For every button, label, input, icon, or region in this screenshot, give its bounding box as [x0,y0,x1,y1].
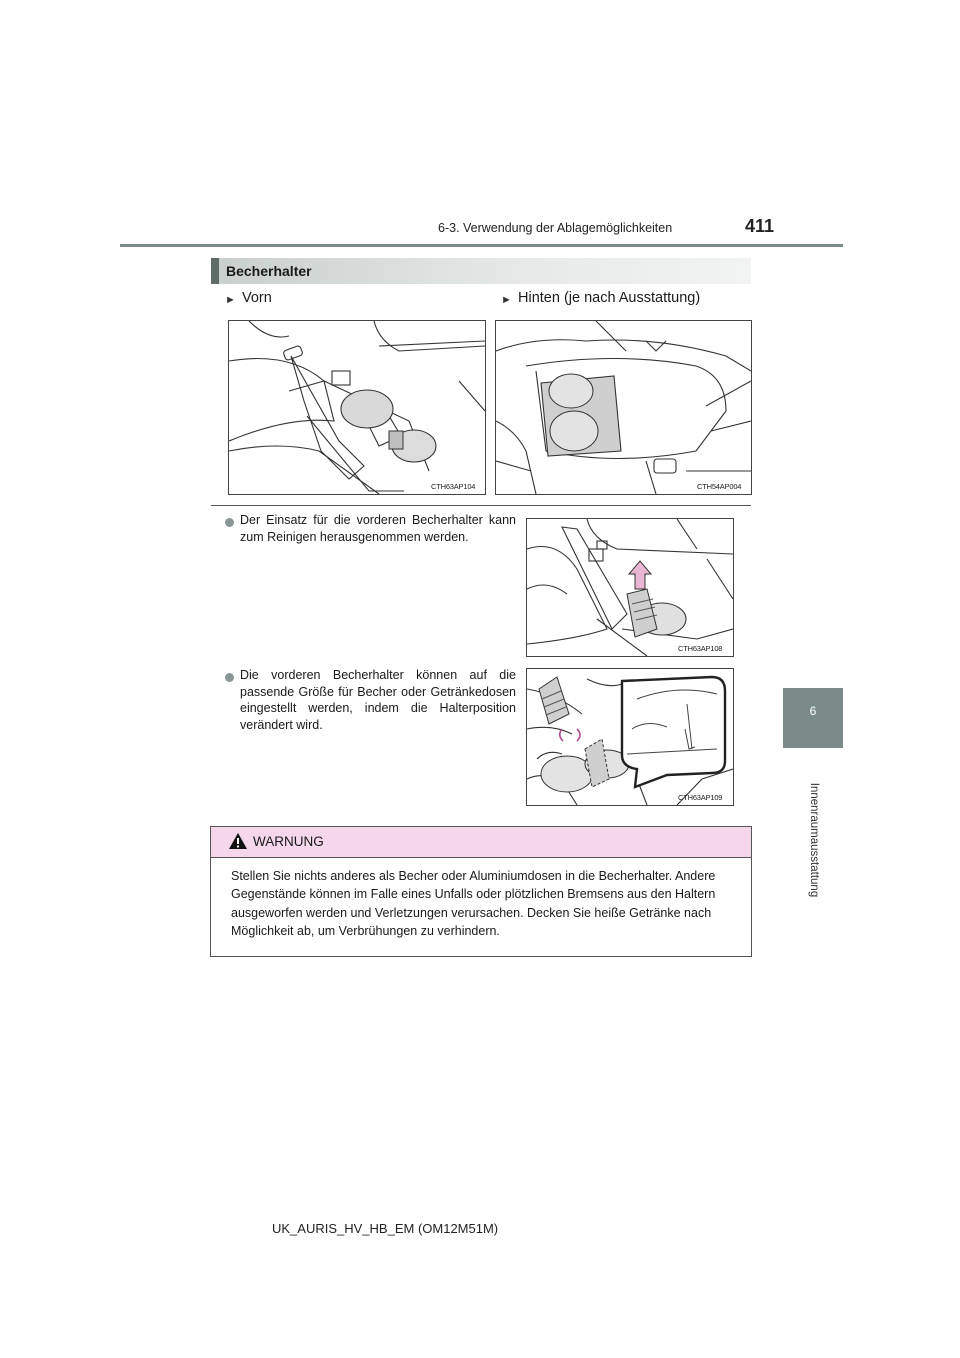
section-heading-marker [211,258,219,284]
section-title: Becherhalter [226,263,312,279]
chapter-label-text: Innenraumausstattung [808,782,820,898]
bullet-text: Der Einsatz für die vorderen Becherhalter kann zum Reinigen herausgenommen werden. [240,513,516,544]
section-divider [211,505,751,506]
warning-title: WARNUNG [253,834,324,849]
bullet-dot [225,673,234,682]
chapter-number: 6 [809,704,817,718]
holder-adjustment-illustration [526,668,734,806]
triangle-arrow-icon: ► [501,294,512,306]
bullet-dot [225,518,234,527]
chapter-tab[interactable] [783,688,843,748]
insert-removal-drawing [527,519,733,656]
adjust-figure-code: CTH63AP109 [678,793,723,802]
header-rule [120,244,843,247]
rear-label: Hinten (je nach Ausstattung) [518,290,701,306]
rear-cupholder-illustration [495,320,752,495]
page-number: 411 [745,216,775,236]
model-code: UK_AURIS_HV_HB_EM (OM12M51M) [272,1221,499,1236]
warning-triangle-icon [228,832,248,855]
front-label: Vorn [242,290,272,306]
rear-figure-code: CTH54AP004 [697,482,742,491]
front-cupholder-drawing [229,321,485,494]
insert-removal-illustration [526,518,734,657]
front-cupholder-illustration [228,320,486,495]
chapter-label [764,782,864,898]
rear-cupholder-drawing [496,321,751,494]
front-figure-code: CTH63AP104 [431,482,476,491]
section-header: 6-3. Verwendung der Ablagemöglichkeiten [438,221,673,235]
warning-triangle-glyph [228,832,248,850]
holder-adjustment-drawing [527,669,733,805]
bullet-text: Die vorderen Becherhalter können auf die passende Größe für Becher oder Getränkedosen eingestellt werden, indem die Halterposition verändert wird. [240,668,516,732]
warning-text: Stellen Sie nichts anderes als Becher oder Aluminiumdosen in die Becherhalter. Andere Gegenstände können im Falle eines Unfalls oder plötzlichen Bremsens aus den Haltern ausgeworfen werden und Verletzungen verursachen. Decken Sie heiße Getränke nach Möglichkeit ab, um Verbrühungen zu verhindern. [231,869,716,939]
triangle-arrow-icon: ► [225,294,236,306]
insert-figure-code: CTH63AP108 [678,644,723,653]
